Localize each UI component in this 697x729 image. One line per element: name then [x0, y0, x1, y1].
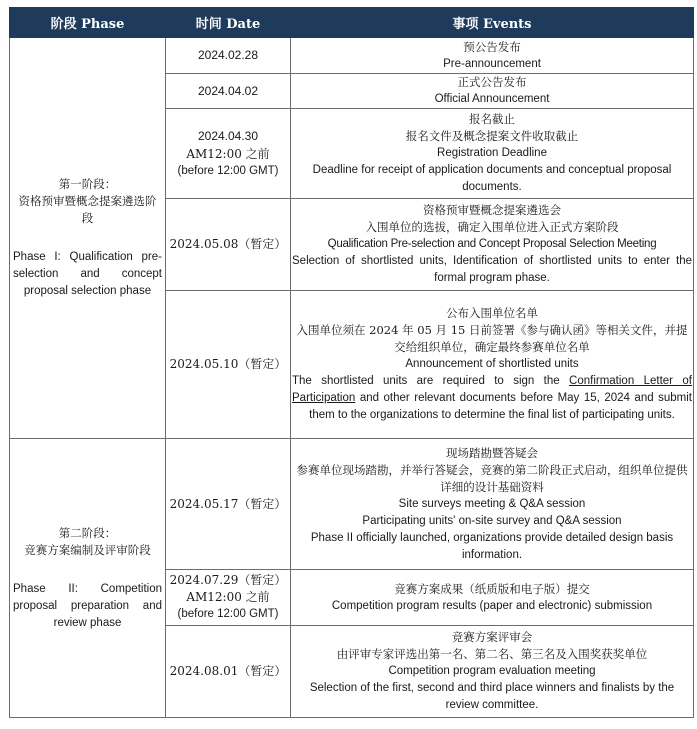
date-cell	[166, 199, 291, 291]
event-en-title: Pre-announcement	[443, 57, 541, 70]
event-cn-title: 报名截止	[469, 112, 515, 126]
event-en-title: Site surveys meeting & Q&A session	[398, 497, 586, 510]
date-cell: 2024.02.28	[166, 38, 291, 74]
phase-2-en-name: Phase II: Competition proposal preparation and review phase	[13, 582, 162, 629]
event-en-title: Qualification Pre-selection and Concept Proposal Selection Meeting	[327, 238, 657, 250]
phase-2-cn-name: 竞赛方案编制及评审阶段	[24, 542, 151, 557]
event-cell	[291, 199, 694, 291]
header-date: 时间 Date	[166, 8, 291, 38]
event-cn-detail: 入围单位须在 2024 年 05 月 15 日前签署《参与确认函》等相关文件，并提交给组织单位，确定最终参赛单位名单	[296, 323, 688, 354]
date-cell	[166, 570, 291, 626]
phase-1-en-name: Phase I: Qualification pre-selection and concept proposal selection phase	[13, 251, 162, 297]
event-cell	[291, 109, 694, 199]
event-en-title: Competition program evaluation meeting	[388, 665, 596, 677]
table-header-row	[10, 8, 694, 38]
event-en-detail: Participating units' on-site survey and Q&A session	[362, 514, 622, 527]
event-en-detail: Phase II officially launched, organizations provide detailed design basis information.	[310, 531, 674, 561]
confirmation-letter-link[interactable]: Confirmation Letter of Participation	[292, 375, 692, 404]
phase-1-cell	[10, 38, 166, 439]
event-en-detail-pre: The shortlisted units are required to sign the	[292, 375, 570, 387]
event-cell	[291, 291, 694, 439]
event-en-title: Announcement of shortlisted units	[405, 358, 579, 370]
phase-2-cn-label: 第二阶段：	[58, 525, 117, 540]
event-en-detail: Deadline for receipt of application documents and conceptual proposal documents.	[312, 164, 672, 193]
date-time-line: AM12:00 之前	[186, 147, 270, 161]
date-gmt-line: (before 12:00 GMT)	[177, 608, 279, 620]
event-cell	[291, 570, 694, 626]
phase-1-cn-name: 资格预审暨概念提案遴选阶段	[18, 194, 157, 225]
table-row	[10, 38, 694, 74]
date-cell	[166, 291, 291, 439]
event-cell	[291, 626, 694, 718]
header-phase: 阶段 Phase	[10, 8, 166, 38]
event-cn-detail: 由评审专家评选出第一名、第二名、第三名及入围奖获奖单位	[336, 647, 648, 661]
date-cell	[166, 109, 291, 199]
event-en-title: Official Announcement	[434, 93, 550, 105]
event-cn-title: 竞赛方案成果（纸质版和电子版）提交	[394, 581, 590, 596]
event-cell	[291, 439, 694, 570]
event-cell	[291, 38, 694, 74]
date-text: 2024.05.08（暂定）	[169, 237, 287, 251]
event-en-detail	[292, 373, 692, 424]
date-cell	[166, 626, 291, 718]
phase-1-cn-label: 第一阶段：	[58, 177, 117, 191]
event-cn-title: 资格预审暨概念提案遴选会	[423, 203, 561, 217]
event-en-detail: Selection of shortlisted units, Identification of shortlisted units to enter the formal program phase.	[292, 255, 692, 284]
event-cn-title: 竞赛方案评审会	[451, 630, 533, 644]
event-cell	[291, 74, 694, 109]
event-cn-title: 现场踏勘暨答疑会	[446, 445, 538, 460]
date-cell: 2024.04.02	[166, 74, 291, 109]
date-cell	[166, 439, 291, 570]
event-cn-title: 正式公告发布	[457, 75, 527, 89]
event-en-title: Registration Deadline	[437, 147, 547, 159]
event-cn-title: 公布入围单位名单	[446, 306, 538, 320]
event-cn-title: 预公告发布	[463, 39, 521, 54]
date-line: 2024.04.30	[197, 129, 259, 143]
event-cn-detail: 报名文件及概念提案文件收取截止	[405, 129, 579, 143]
date-text: 2024.05.17（暂定）	[169, 496, 287, 511]
date-line: 2024.07.29（暂定）	[169, 573, 287, 587]
date-text: 2024.05.10（暂定）	[169, 357, 287, 371]
date-text: 2024.08.01（暂定）	[169, 664, 287, 678]
event-cn-detail: 参赛单位现场踏勘，并举行答疑会，竞赛的第二阶段正式启动，组织单位提供详细的设计基础资料	[296, 462, 688, 494]
header-events: 事项 Events	[291, 8, 694, 38]
phase-2-cell	[10, 439, 166, 718]
table-row	[10, 439, 694, 570]
event-en-detail-post: and other relevant documents before May 15, 2024 and submit them to the organizations to determine the final list of participating units.	[309, 392, 692, 421]
event-en-detail: Selection of the first, second and third place winners and finalists by the review committee.	[309, 682, 675, 711]
date-time-line: AM12:00 之前	[186, 590, 270, 604]
event-cn-detail: 入围单位的选拔，确定入围单位进入正式方案阶段	[365, 220, 619, 234]
event-en-title: Competition program results (paper and electronic) submission	[331, 599, 653, 612]
schedule-table	[9, 7, 694, 718]
date-gmt-line: (before 12:00 GMT)	[177, 165, 279, 177]
schedule-table-container	[9, 7, 694, 718]
